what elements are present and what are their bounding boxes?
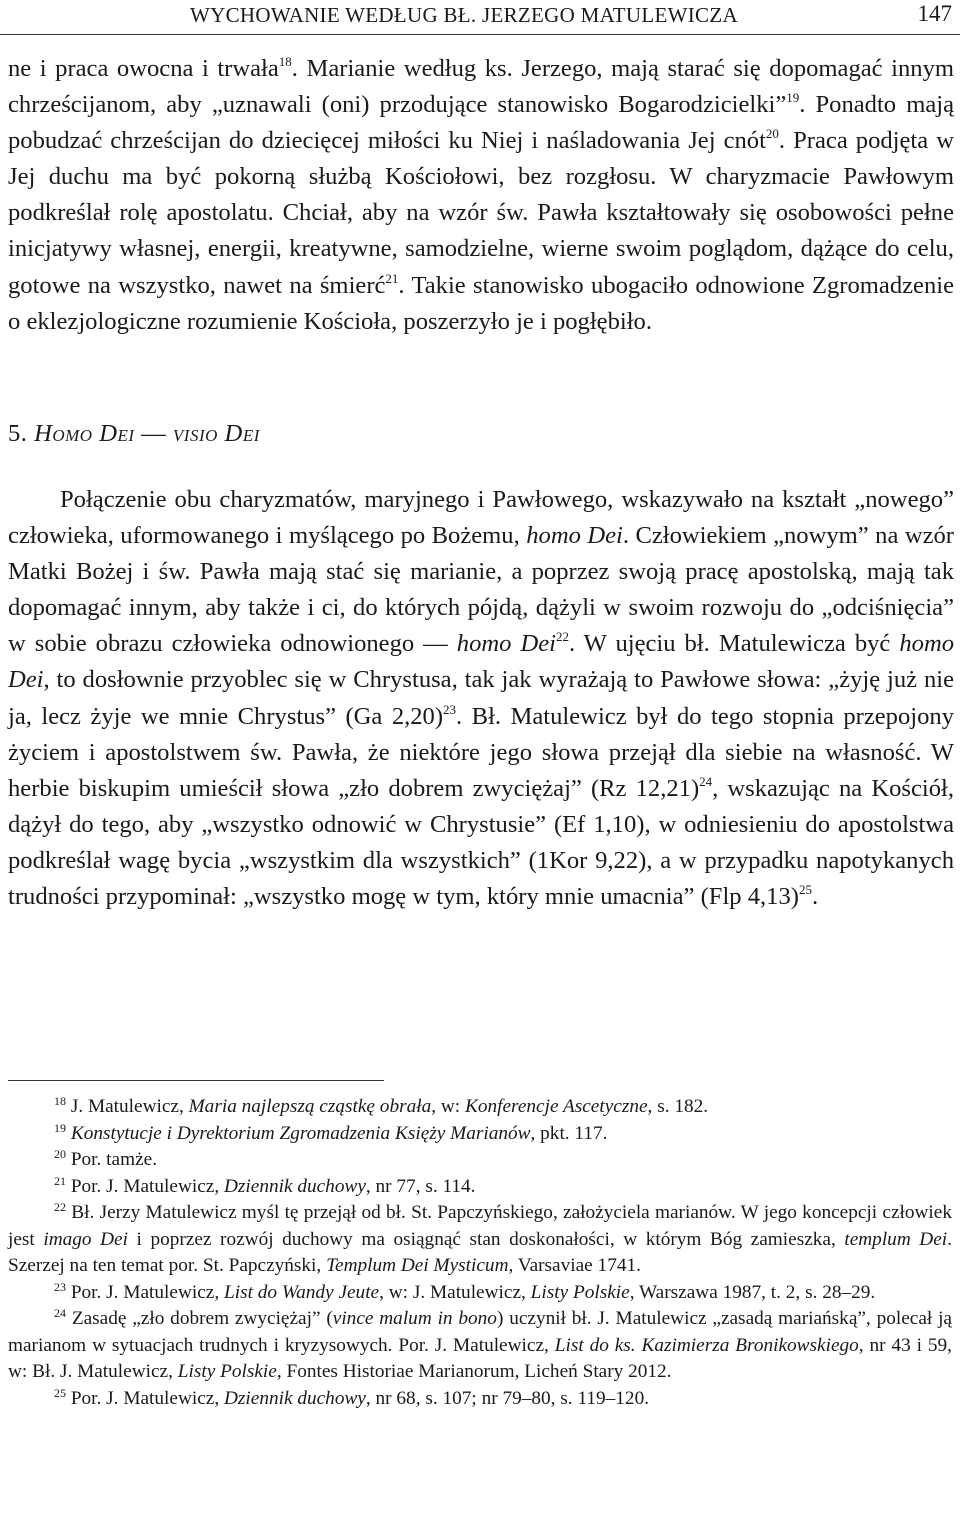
body-text: , wskazując na Kościół, dążył do tego, aby „wszystko odnowić w Chrystusie” (Ef 1,10), w odniesieniu do apostolstwa podkreślał wagę bycia „wszystkim dla wszystkich” (1Kor 9,22), a w przypadku napotykanych trudności przypominał: „wszystko mogę w tym, który mnie umacnia” (Flp 4,13) [8, 774, 954, 911]
italic-term: homo Dei [456, 630, 556, 658]
body-text: , to dosłownie przyoblec się w Chrystusa, tak jak wyrażają to Pawłowe słowa: „żyję już nie ja, lecz żyje we mnie Chrystus” (Ga 2,20) [8, 666, 954, 730]
footnote-title: Dziennik duchowy [223, 1387, 366, 1409]
footnote-ref-21[interactable]: 21 [385, 270, 399, 286]
footnote-number: 24 [54, 1306, 66, 1320]
footnote-24 [8, 1306, 952, 1386]
footnote-title: Templum Dei Mysticum [326, 1255, 509, 1276]
footnote-19 [8, 1121, 952, 1148]
footnote-text: , w: [431, 1096, 465, 1117]
body-text: . Takie stanowisko ubogaciło odnowione Zgromadzenie o eklezjologiczne rozumienie Kościoła, poszerzyło je i pogłębiło. [8, 271, 954, 335]
footnote-text: , nr 77, s. 114. [365, 1175, 476, 1197]
footnote-number: 25 [54, 1385, 66, 1400]
footnote-text: Por. J. Matulewicz, [66, 1281, 224, 1303]
footnote-title: Listy Polskie [530, 1281, 630, 1303]
body-text: ne i praca owocna i trwała [8, 55, 279, 82]
footnote-title: List do Wandy Jeute [223, 1281, 380, 1303]
footnote-number: 21 [54, 1173, 66, 1188]
footnote-number: 19 [54, 1120, 66, 1135]
footnote-title: Dziennik duchowy [223, 1175, 366, 1197]
footnote-text: i poprzez rozwój duchowy ma osiągnąć stan doskonałości, w którym Bóg zamieszka, [127, 1228, 845, 1250]
footnote-text: , Warszawa 1987, t. 2, s. 28–29. [629, 1281, 876, 1303]
page-number: 147 [917, 1, 952, 26]
footnote-text: , Fontes Historiae Marianorum, Licheń Stary 2012. [276, 1361, 672, 1382]
body-text: . Ponadto mają pobudzać chrześcijan do dziecięcej miłości ku Niej i naśladowania Jej cnót [8, 91, 954, 155]
body-text: . Bł. Matulewicz był do tego stopnia przepojony życiem i apostolstwem św. Pawła, że niektóre jego słowa przejął dla siebie na własność. W herbie biskupim umieścił słowa „zło dobrem zwyciężaj” (Rz 12,21) [8, 702, 954, 802]
footnote-text: Por. J. Matulewicz, [66, 1175, 224, 1197]
footnote-text: , nr 43 i 59, w: Bł. J. Matulewicz, [8, 1334, 952, 1382]
footnotes [8, 1094, 952, 1412]
footnote-text: Bł. Jerzy Matulewicz myśl tę przejął od bł. St. Papczyńskiego, założyciela marianów. W jego koncepcji człowiek jest [8, 1202, 952, 1250]
heading-dash: — [134, 420, 173, 447]
footnote-text: , Varsaviae 1741. [508, 1255, 641, 1276]
footnote-21 [8, 1174, 952, 1201]
footnote-title: imago Dei [43, 1228, 128, 1250]
section-2-paragraph [8, 482, 954, 915]
footnote-text: . Szerzej na ten temat por. St. Papczyński, [8, 1228, 952, 1276]
body-text: . [811, 883, 819, 911]
footnote-title: List do ks. Kazimierza Bronikowskiego [554, 1334, 859, 1356]
body-text: . Marianie według ks. Jerzego, mają starać się dopomagać innym chrześcijanom, aby „uznawali (oni) przodujące stanowisko Bogarodzicielki” [8, 55, 954, 119]
body-text: Połączenie obu charyzmatów, maryjnego i Pawłowego, wskazywało na kształt „nowego” człowieka, uformowanego i myślącego po Bożemu, [8, 486, 954, 550]
footnote-20 [8, 1147, 952, 1174]
section-number: 5. [8, 420, 35, 447]
footnote-number: 20 [54, 1147, 66, 1161]
footnote-text: , pkt. 117. [530, 1122, 608, 1144]
footnote-ref-19[interactable]: 19 [786, 90, 800, 106]
footnote-ref-23[interactable]: 23 [443, 701, 457, 717]
footnote-text: Zasadę „zło dobrem zwyciężaj” ( [66, 1308, 333, 1329]
footnote-title: Listy Polskie [177, 1361, 277, 1382]
footnote-ref-24[interactable]: 24 [699, 773, 713, 789]
footnote-22 [8, 1200, 952, 1280]
heading-homo-dei: Homo Dei [34, 420, 135, 447]
running-header [0, 0, 960, 36]
footnote-23 [8, 1280, 952, 1307]
footnote-text: , s. 182. [647, 1096, 709, 1117]
header-rule [0, 34, 960, 35]
footnote-title: Konstytucje i Dyrektorium Zgromadzenia Księży Marianów [70, 1122, 531, 1144]
footnote-text: J. Matulewicz, [66, 1096, 189, 1117]
heading-visio-dei: visio Dei [172, 420, 260, 447]
footnote-text: Por. J. Matulewicz, [66, 1387, 224, 1409]
footnote-25 [8, 1386, 952, 1413]
footnote-number: 23 [54, 1279, 66, 1294]
footnote-ref-18[interactable]: 18 [278, 54, 292, 69]
footnote-18 [8, 1094, 952, 1121]
footnote-text: ) uczynił bł. J. Matulewicz „zasadą mariańską”, polecał ją marianom w sytuacjach trudnych i kryzysowych. Por. J. Matulewicz, [8, 1308, 952, 1356]
footnote-text: , w: J. Matulewicz, [379, 1281, 531, 1303]
section-heading [8, 420, 260, 448]
footnote-title: Maria najlepszą cząstkę obrała [188, 1096, 432, 1117]
footnote-title: Konferencje Ascetyczne [464, 1096, 648, 1117]
footnote-separator [8, 1080, 384, 1081]
footnote-ref-22[interactable]: 22 [555, 629, 569, 645]
body-text: . Człowiekiem „nowym” na wzór Matki Bożej i św. Pawła mają stać się marianie, a poprzez swoją pracę apostolską, mają tak dopomagać innym, aby także i ci, do których pójdą, dążyli w swoim rozwoju do „odciśnięcia” w sobie obrazu człowieka odnowionego — [8, 522, 954, 658]
section-1-paragraph [8, 51, 954, 340]
footnote-title: templum Dei [844, 1228, 948, 1250]
running-title: WYCHOWANIE WEDŁUG BŁ. JERZEGO MATULEWICZA [190, 3, 738, 27]
footnote-title: vince malum in bono [332, 1308, 497, 1329]
body-text: . Praca podjęta w Jej duchu ma być pokorną służbą Kościołowi, bez rozgłosu. W charyzmacie Pawłowym podkreślał rolę apostolatu. Chciał, aby na wzór św. Pawła kształtowały się osobowości pełne inicjatywy własnej, energii, kreatywne, samodzielne, wierne swoim poglądom, dążące do celu, gotowe na wszystko, nawet na śmierć [8, 127, 954, 299]
italic-term: homo Dei [526, 522, 623, 550]
footnote-text: Por. tamże. [66, 1149, 158, 1170]
italic-term: homo Dei [8, 630, 955, 694]
body-text: . W ujęciu bł. Matulewicza być [568, 630, 900, 658]
footnote-text: , nr 68, s. 107; nr 79–80, s. 119–120. [365, 1387, 650, 1409]
footnote-number: 22 [54, 1200, 66, 1214]
footnote-ref-20[interactable]: 20 [765, 126, 779, 142]
footnote-number: 18 [54, 1094, 66, 1108]
footnote-ref-25[interactable]: 25 [798, 882, 812, 898]
